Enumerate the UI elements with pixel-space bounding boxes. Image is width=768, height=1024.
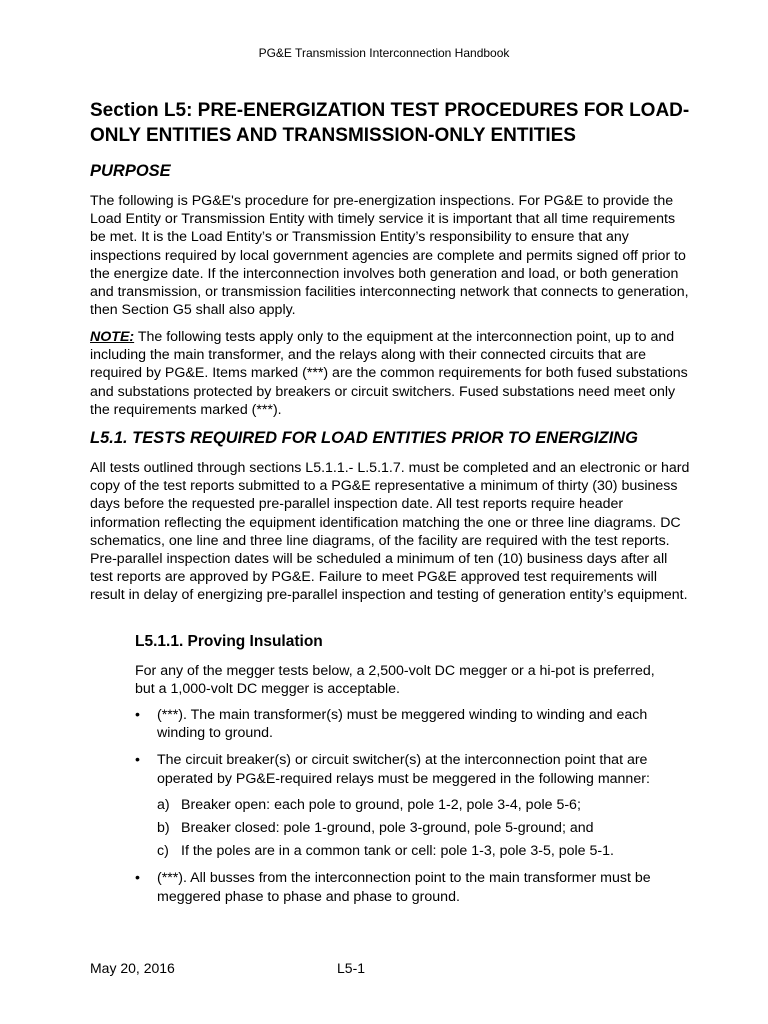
list-item xyxy=(135,869,675,905)
sub-item-letter: a) xyxy=(157,796,170,813)
list-item-text: (***). The main transformer(s) must be meggered winding to winding and each winding to ground. xyxy=(157,707,648,742)
note-paragraph xyxy=(90,328,690,419)
sub-item-text: Breaker open: each pole to ground, pole 1-2, pole 3-4, pole 5-6; xyxy=(181,796,581,813)
purpose-heading: PURPOSE xyxy=(90,162,171,180)
footer-page-number: L5-1 xyxy=(337,960,366,976)
bullet-icon: • xyxy=(135,870,140,887)
bullet-icon: • xyxy=(135,752,140,769)
list-item-text: (***). All busses from the interconnection point to the main transformer must be meggered phase to phase and phase to ground. xyxy=(157,870,651,905)
sub-item-letter: b) xyxy=(157,820,170,837)
sub-list-item xyxy=(157,842,675,860)
list-item xyxy=(135,706,675,742)
sub-list-item xyxy=(157,819,675,837)
running-header: PG&E Transmission Interconnection Handbook xyxy=(258,46,510,60)
sub-item-letter: c) xyxy=(157,843,169,860)
list-item-text: The circuit breaker(s) or circuit switcher(s) at the interconnection point that are operated by PG&E-required relays must be meggered in the following manner: xyxy=(157,752,650,787)
section-title: Section L5: PRE-ENERGIZATION TEST PROCEDURES FOR LOAD-ONLY ENTITIES AND TRANSMISSION-ONLY ENTITIES xyxy=(90,100,690,146)
l51-paragraph: All tests outlined through sections L5.1.1.- L.5.1.7. must be completed and an electronic or hard copy of the test reports submitted to a PG&E representative a minimum of thirty (30) business days before the requested pre-parallel inspection date. All test reports require header information reflecting the equipment identification matching the one or three line diagrams. DC schematics, one line and three line diagrams, of the facility are required with the test reports. Pre-parallel inspection dates will be scheduled a minimum of ten (10) business days after all test reports are approved by PG&E. Failure to meet PG&E approved test requirements will result in delay of energizing pre-parallel inspection and testing of generation entity’s equipment. xyxy=(90,460,690,604)
l51-heading: L5.1. TESTS REQUIRED FOR LOAD ENTITIES PRIOR TO ENERGIZING xyxy=(90,429,638,447)
requirements-list xyxy=(135,706,675,915)
bullet-icon: • xyxy=(135,707,140,723)
breaker-test-sublist xyxy=(157,796,675,861)
note-label: NOTE: xyxy=(90,329,135,345)
footer-date: May 20, 2016 xyxy=(90,960,175,976)
l511-paragraph: For any of the megger tests below, a 2,500-volt DC megger or a hi-pot is preferred, but a 1,000-volt DC megger is acceptable. xyxy=(135,663,655,698)
sub-item-text: Breaker closed: pole 1-ground, pole 3-ground, pole 5-ground; and xyxy=(181,820,594,837)
sub-list-item xyxy=(157,796,675,814)
note-text: The following tests apply only to the equipment at the interconnection point, up to and including the main transformer, and the relays along with their connected circuits that are required by PG&E. Items marked (***) are the common requirements for both fused substations and substations protected by breakers or circuit switchers. Fused substations need meet only the requirements marked (***). xyxy=(90,329,688,418)
list-item xyxy=(135,751,675,860)
l511-heading: L5.1.1. Proving Insulation xyxy=(135,633,323,650)
sub-item-text: If the poles are in a common tank or cell: pole 1-3, pole 3-5, pole 5-1. xyxy=(181,843,614,860)
purpose-paragraph: The following is PG&E's procedure for pre-energization inspections. For PG&E to provide the Load Entity or Transmission Entity with timely service it is important that all time requirements be met. It is the Load Entity’s or Transmission Entity’s responsibility to ensure that any inspections required by local government agencies are complete and permits signed off prior to the energize date. If the interconnection involves both generation and load, or both generation and transmission, or transmission facilities interconnecting network that connects to generation, then Section G5 shall also apply. xyxy=(90,193,689,319)
